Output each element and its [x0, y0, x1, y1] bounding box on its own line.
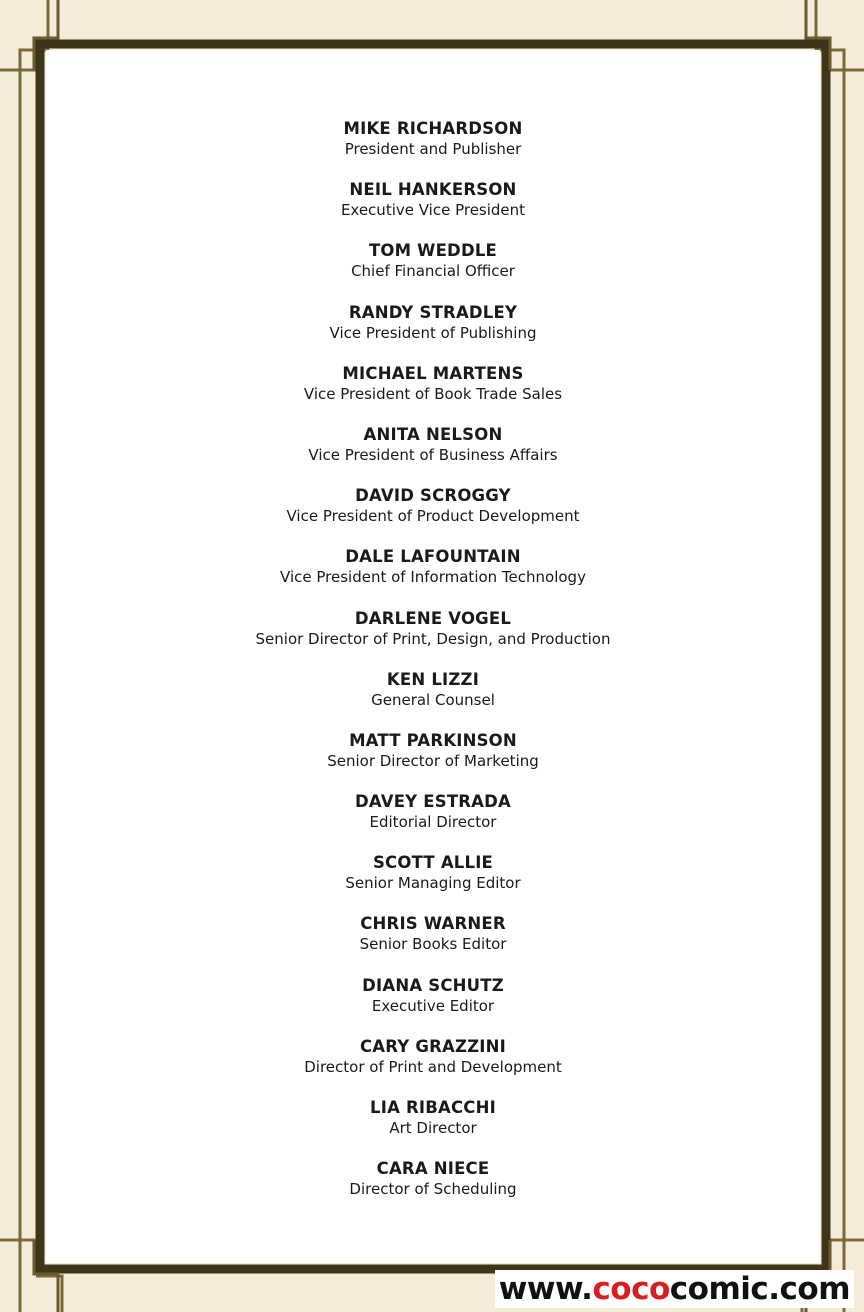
staff-entry	[46, 731, 820, 792]
staff-entry	[46, 976, 820, 1037]
staff-entry	[46, 547, 820, 608]
staff-entry	[46, 364, 820, 425]
staff-entry	[46, 303, 820, 364]
staff-name: TOM WEDDLE	[368, 241, 498, 261]
staff-entry	[46, 119, 820, 180]
staff-title: Vice President of Information Technology	[280, 568, 586, 587]
staff-entry	[46, 792, 820, 853]
staff-title: Senior Books Editor	[359, 935, 507, 954]
watermark-prefix: www.	[498, 1271, 593, 1307]
staff-title: Director of Scheduling	[349, 1180, 517, 1199]
staff-name: DAVID SCROGGY	[355, 486, 511, 506]
staff-title: Vice President of Book Trade Sales	[303, 384, 563, 403]
staff-title: General Counsel	[371, 690, 495, 709]
staff-title: Executive Editor	[371, 996, 495, 1015]
staff-name: CARA NIECE	[376, 1159, 490, 1179]
staff-name: RANDY STRADLEY	[348, 302, 518, 322]
staff-entry	[46, 914, 820, 975]
staff-list	[46, 119, 820, 1220]
watermark-suffix: comic.com	[669, 1271, 850, 1307]
staff-name: SCOTT ALLIE	[372, 853, 494, 873]
staff-name: MICHAEL MARTENS	[342, 363, 524, 383]
staff-title: Senior Director of Marketing	[327, 751, 539, 770]
staff-title: Vice President of Business Affairs	[308, 445, 558, 464]
watermark-brand: coco	[592, 1271, 670, 1307]
content-page	[46, 50, 820, 1263]
staff-entry	[46, 180, 820, 241]
staff-name: CARY GRAZZINI	[359, 1036, 506, 1056]
staff-name: NEIL HANKERSON	[349, 180, 517, 200]
staff-name: MATT PARKINSON	[349, 730, 517, 750]
staff-entry	[46, 1098, 820, 1159]
staff-name: DAVEY ESTRADA	[354, 792, 512, 812]
staff-name: DARLENE VOGEL	[354, 608, 512, 628]
staff-name: MIKE RICHARDSON	[343, 119, 523, 138]
staff-title: President and Publisher	[344, 140, 522, 158]
staff-title: Art Director	[389, 1119, 477, 1137]
staff-title: Executive Vice President	[340, 201, 526, 220]
staff-entry	[46, 853, 820, 914]
staff-title: Senior Managing Editor	[345, 874, 521, 893]
staff-title: Director of Print and Development	[304, 1057, 562, 1076]
staff-title: Editorial Director	[369, 813, 497, 832]
staff-entry	[46, 425, 820, 486]
staff-entry	[46, 670, 820, 731]
staff-name: CHRIS WARNER	[360, 914, 506, 934]
staff-entry	[46, 486, 820, 547]
staff-entry	[46, 1037, 820, 1098]
staff-title: Vice President of Publishing	[329, 323, 537, 342]
staff-name: KEN LIZZI	[386, 669, 480, 689]
staff-title: Vice President of Product Development	[286, 507, 580, 526]
staff-entry	[46, 609, 820, 670]
staff-name: DALE LAFOUNTAIN	[345, 547, 521, 567]
staff-name: DIANA SCHUTZ	[362, 975, 504, 995]
staff-entry	[46, 1159, 820, 1220]
staff-title: Chief Financial Officer	[351, 262, 515, 281]
staff-entry	[46, 241, 820, 302]
staff-name: LIA RIBACCHI	[370, 1098, 496, 1117]
staff-name: ANITA NELSON	[363, 424, 503, 444]
staff-title: Senior Director of Print, Design, and Production	[255, 629, 611, 648]
watermark	[495, 1270, 854, 1308]
